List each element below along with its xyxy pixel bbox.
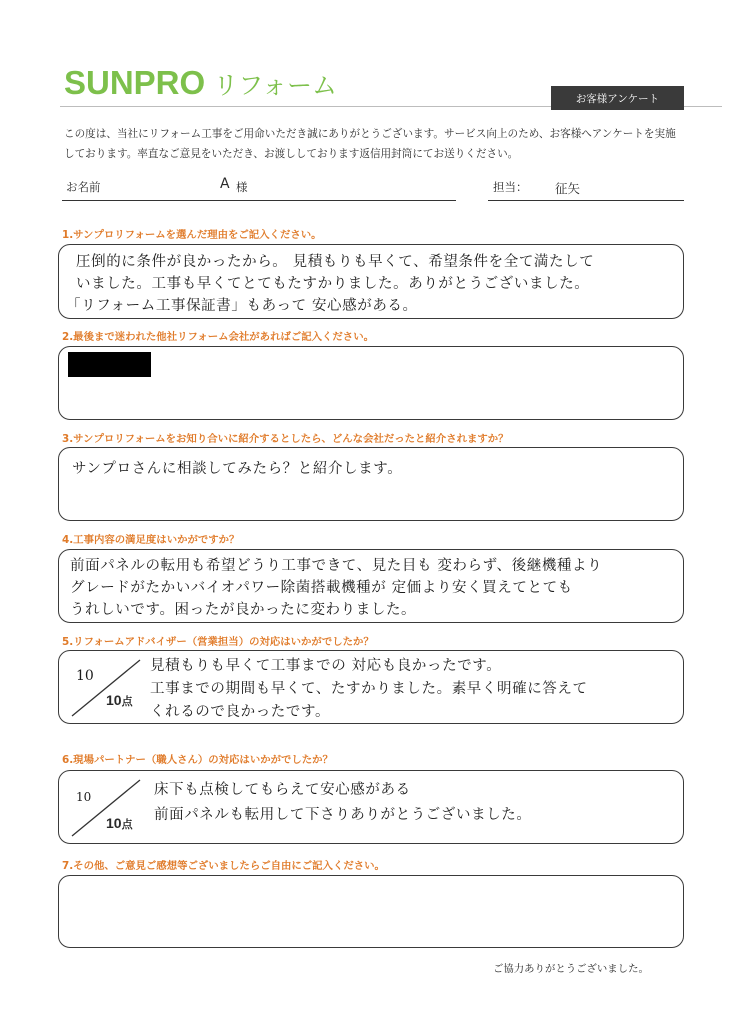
- brand-suffix: リフォーム: [213, 71, 337, 100]
- score-5-unit: 点: [121, 695, 133, 708]
- question-7-answer-box: [58, 875, 684, 948]
- score-6-divider: [58, 770, 158, 844]
- survey-badge: お客様アンケート: [551, 86, 684, 110]
- customer-name: A: [220, 176, 230, 192]
- answer-5-line-2: 工事までの期間も早くて、たすかりました。素早く明確に答えて: [150, 681, 588, 697]
- name-underline: [62, 200, 456, 201]
- answer-5-line-1: 見積もりも早くて工事までの 対応も良かったです。: [150, 658, 502, 674]
- score-5-max-group: [106, 690, 133, 709]
- answer-5-line-3: くれるので良かったです。: [150, 704, 331, 720]
- question-7-heading: 7.その他、ご意見ご感想等ございましたらご自由にご記入ください。: [62, 860, 385, 872]
- score-6-max: 10: [106, 815, 122, 831]
- score-5-written: 10: [76, 668, 94, 684]
- brand-name: SUNPRO: [64, 64, 206, 101]
- answer-6-line-1: 床下も点検してもらえて安心感がある: [154, 782, 411, 798]
- score-6-unit: 点: [121, 818, 133, 831]
- score-6-max-group: [106, 813, 133, 832]
- answer-4-line-2: グレードがたかいバイオパワー除菌搭載機種が 定価より安く買えてとても: [70, 580, 573, 596]
- question-6-heading: 6.現場パートナー（職人さん）の対応はいかがでしたか？: [62, 754, 333, 766]
- question-1-heading: 1.サンプロリフォームを選んだ理由をご記入ください。: [62, 229, 322, 241]
- question-2-heading: 2.最後まで迷われた他社リフォーム会社があればご記入ください。: [62, 331, 374, 343]
- redacted-company-name: [68, 352, 151, 377]
- name-suffix: 様: [236, 180, 248, 194]
- question-5-heading: 5.リフォームアドバイザー（営業担当）の対応はいかがでしたか？: [62, 636, 374, 648]
- answer-4-line-3: うれしいです。困ったが良かったに変わりました。: [70, 602, 417, 618]
- answer-1-line-1: 圧倒的に条件が良かったから。 見積もりも早くて、希望条件を全て満たして: [76, 254, 595, 270]
- sunpro-logo: [64, 64, 337, 102]
- question-2-answer-box: [58, 346, 684, 420]
- question-3-heading: 3.サンプロリフォームをお知り合いに紹介するとしたら、どんな会社だったと紹介されますか？: [62, 433, 509, 445]
- intro-text: この度は、当社にリフォーム工事をご用命いただき誠にありがとうございます。サービス向上のため、お客様へアンケートを実施しております。率直なご意見をいただき、お渡ししております返信用封筒にてお送りください。: [64, 128, 676, 160]
- answer-4-line-1: 前面パネルの転用も希望どうり工事できて、見た目も 変わらず、後継機種より: [70, 558, 603, 574]
- score-6-written: 10: [76, 790, 92, 804]
- staff-underline: [488, 200, 684, 201]
- answer-1-line-2: いました。工事も早くてとてもたすかりました。ありがとうございました。: [76, 276, 590, 292]
- staff-label: 担当：: [493, 180, 528, 194]
- answer-6-line-2: 前面パネルも転用して下さりありがとうございました。: [154, 807, 532, 823]
- staff-name: 征矢: [555, 181, 581, 196]
- thanks-message: ご協力ありがとうございました。: [493, 963, 649, 975]
- score-5-divider: [58, 650, 158, 724]
- score-5-max: 10: [106, 692, 122, 708]
- answer-1-line-3: 「リフォーム工事保証書」もあって 安心感がある。: [66, 298, 418, 314]
- question-4-heading: 4.工事内容の満足度はいかがですか？: [62, 534, 240, 546]
- name-label: お名前: [66, 180, 101, 194]
- answer-3-line-1: サンプロさんに相談してみたら？と紹介します。: [72, 461, 403, 477]
